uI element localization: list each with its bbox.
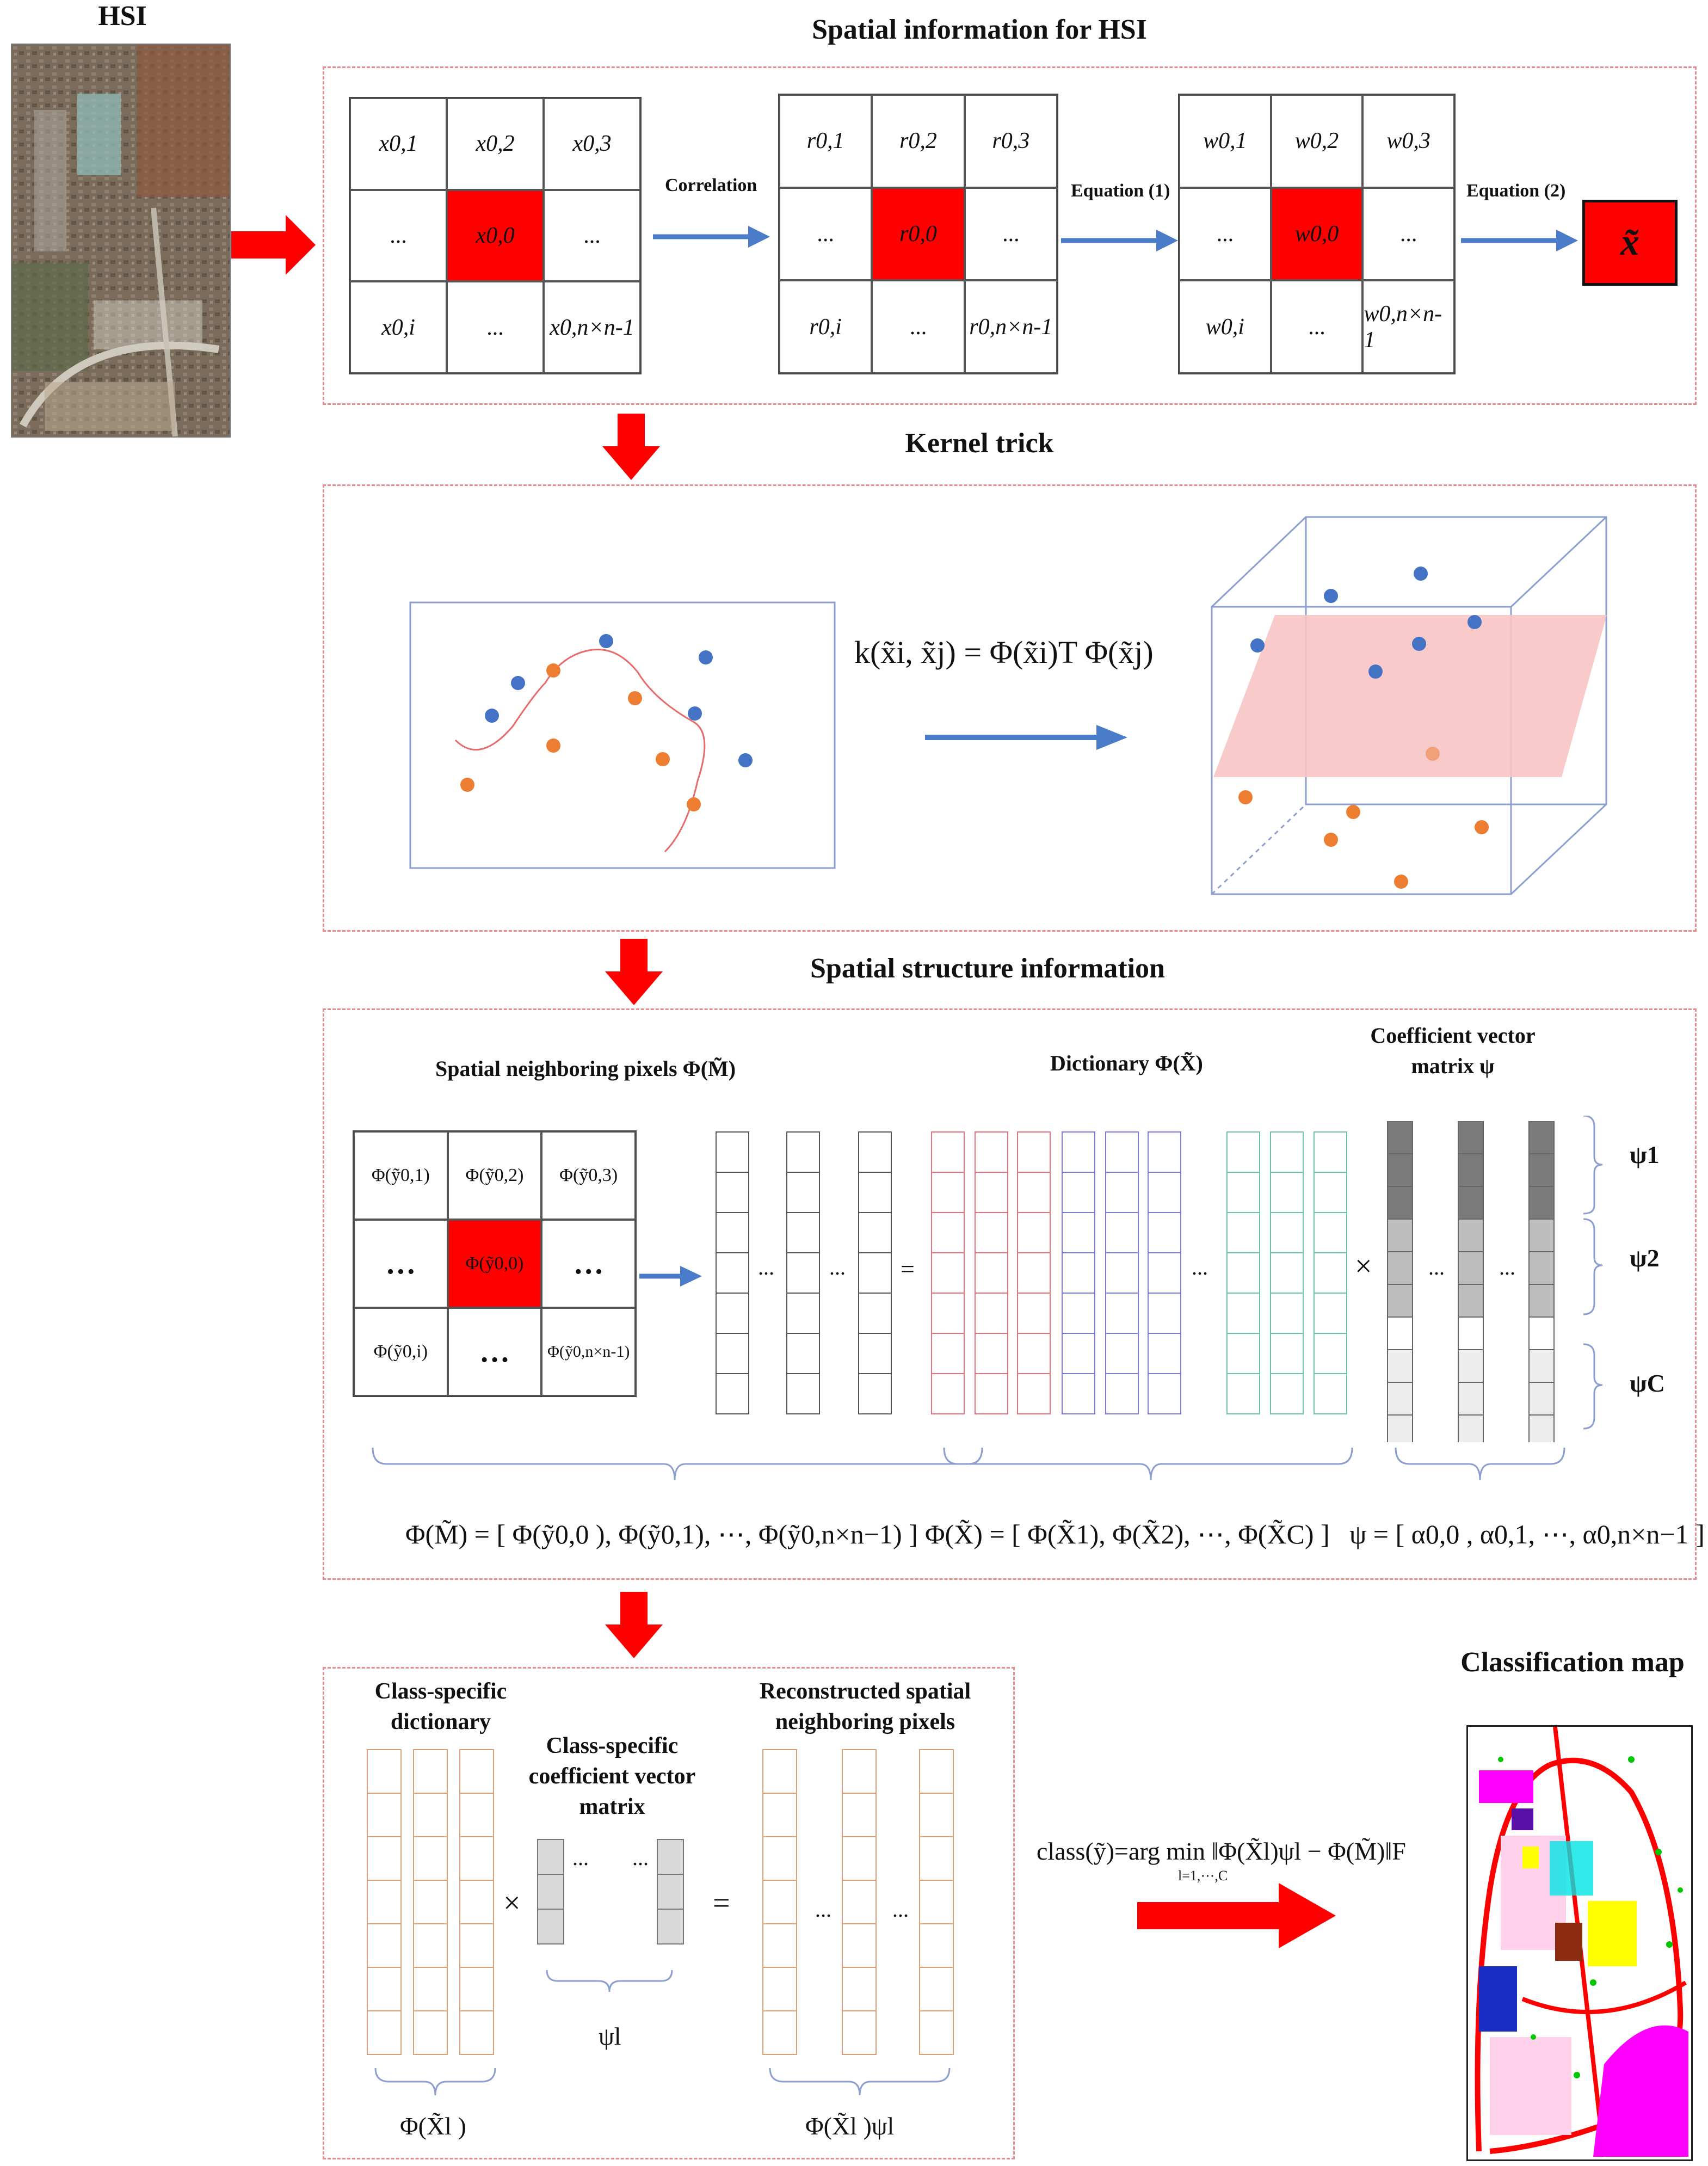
column-cell (1062, 1132, 1095, 1172)
column-cell (1458, 1121, 1483, 1154)
grid-phi (353, 1130, 637, 1397)
column-cell (787, 1333, 819, 1374)
feature-space-cube (1205, 512, 1616, 901)
dictionary-label: Dictionary Φ(X̃) (1050, 1051, 1203, 1075)
kernel-formula: k(x̃i, x̃j) = Φ(x̃i)T Φ(x̃j) (854, 635, 1154, 670)
hsi-to-panel-arrow (231, 215, 318, 275)
down-arrow-3 (604, 1592, 664, 1660)
column-cell (1314, 1333, 1347, 1374)
grid-x-cell: x0,1 (350, 98, 447, 190)
column-cell (932, 1293, 964, 1333)
column-cell (657, 1874, 683, 1909)
column-cell (1314, 1374, 1347, 1414)
ellipsis-4: ... (1428, 1255, 1445, 1279)
ellipsis-9: ... (892, 1897, 909, 1922)
column-cell (1458, 1317, 1483, 1350)
column-cell (932, 1213, 964, 1253)
column-cell (414, 1750, 447, 1793)
column-cell (859, 1132, 891, 1172)
column-cell (1458, 1252, 1483, 1284)
equation2-arrow (1461, 224, 1581, 257)
column-cell (1388, 1284, 1413, 1317)
coef-label (1336, 1020, 1570, 1081)
column-cell (1227, 1213, 1260, 1253)
column-cell (1314, 1253, 1347, 1293)
hsi-image (11, 44, 231, 438)
grid-x-cell: x0,i (350, 281, 447, 373)
grid-w-cell: w0,i (1179, 280, 1271, 373)
column-cell (1062, 1213, 1095, 1253)
column-cell (414, 1793, 447, 1837)
column-cell (1529, 1186, 1554, 1219)
grid-x (349, 97, 642, 374)
grid-phi-cell: Φ(ỹ0,i) (354, 1308, 448, 1396)
column-cell (763, 1837, 797, 1880)
column-cell (716, 1213, 749, 1253)
column-cell (1018, 1293, 1050, 1333)
column-cell (787, 1374, 819, 1414)
down-arrow-1 (601, 414, 661, 482)
column-cell (657, 1839, 683, 1874)
equals-sign: = (901, 1255, 915, 1283)
grid-w (1178, 94, 1456, 374)
equation1-arrow (1061, 224, 1181, 257)
column-cell (1227, 1333, 1260, 1374)
grid-x-cell: ... (447, 281, 544, 373)
grid-r-cell: r0,1 (779, 95, 872, 188)
column-cell (1018, 1213, 1050, 1253)
grid-w-cell: ... (1179, 188, 1271, 281)
ellipsis-7: ... (632, 1845, 649, 1870)
column-cell (1148, 1333, 1181, 1374)
column-cell (1018, 1374, 1050, 1414)
column-cell (932, 1132, 964, 1172)
column-cell (1529, 1284, 1554, 1317)
column-cell (460, 1837, 494, 1880)
column-cell (538, 1909, 564, 1944)
psi-braces (1581, 1116, 1613, 1442)
column-cell (1227, 1293, 1260, 1333)
section3-bottom-braces (370, 1448, 1583, 1491)
column-cell (975, 1213, 1008, 1253)
phi-arrow (639, 1263, 705, 1290)
class-dict-line1: Class-specific (374, 1679, 507, 1704)
psi2-label: ψ2 (1630, 1244, 1660, 1272)
result-x-box: x̃ (1582, 200, 1678, 286)
column-cell (1271, 1172, 1303, 1213)
grid-phi-cell: … (541, 1220, 636, 1308)
hsi-image-texture (12, 45, 230, 436)
grid-w-center: w0,0 (1271, 188, 1363, 281)
column-cell (763, 1793, 797, 1837)
ellipsis-1: ... (758, 1255, 774, 1279)
grid-w-cell: w0,3 (1362, 95, 1454, 188)
classification-map (1466, 1725, 1693, 2161)
hsi-label: HSI (98, 1, 147, 32)
equation1-label: Equation (1) (1071, 181, 1170, 201)
column-cell (975, 1293, 1008, 1333)
column-cell (1227, 1172, 1260, 1213)
column-cell (1106, 1213, 1138, 1253)
section2-title: Kernel trick (905, 428, 1054, 459)
ellipsis-2: ... (829, 1255, 846, 1279)
class-coef-line1: Class-specific (546, 1733, 679, 1758)
recon-line2: neighboring pixels (775, 1709, 955, 1734)
grid-phi-cell: … (448, 1308, 542, 1396)
ellipsis-6: ... (572, 1845, 589, 1870)
section4-braces (359, 1959, 985, 2101)
column-cell (657, 1909, 683, 1944)
column-cell (1271, 1132, 1303, 1172)
column-cell (787, 1213, 819, 1253)
column-cell (460, 1880, 494, 1924)
grid-w-cell: ... (1271, 280, 1363, 373)
grid-r-center: r0,0 (872, 188, 964, 281)
column-cell (859, 1293, 891, 1333)
column-cell (1018, 1132, 1050, 1172)
class-coef-columns (538, 1839, 683, 1944)
column-cell (1529, 1415, 1554, 1442)
section1-title: Spatial information for HSI (812, 14, 1147, 45)
column-cell (859, 1374, 891, 1414)
grid-phi-cell: Φ(ỹ0,1) (354, 1131, 448, 1220)
grid-x-cell: x0,n×n-1 (544, 281, 640, 373)
column-cell (1271, 1253, 1303, 1293)
grid-x-cell: x0,2 (447, 98, 544, 190)
column-cell (763, 1750, 797, 1793)
column-cell (1106, 1293, 1138, 1333)
coef-label-line1: Coefficient vector (1370, 1023, 1536, 1048)
column-cell (1062, 1293, 1095, 1333)
column-cell (1271, 1293, 1303, 1333)
recon-label (729, 1676, 1001, 1737)
argmin-subscript: l=1,⋯,C (1178, 1868, 1228, 1884)
column-cell (1018, 1253, 1050, 1293)
class-dict-line2: dictionary (390, 1709, 491, 1734)
column-cell (932, 1333, 964, 1374)
psi-l-label: ψl (599, 2022, 621, 2050)
column-cell (1388, 1219, 1413, 1252)
spatial-neighbor-label: Spatial neighboring pixels Φ(M̃) (435, 1056, 736, 1081)
column-cell (538, 1874, 564, 1909)
column-cell (538, 1839, 564, 1874)
column-cell (1227, 1374, 1260, 1414)
column-cell (787, 1172, 819, 1213)
column-cell (1388, 1121, 1413, 1154)
column-cell (932, 1172, 964, 1213)
section3-title: Spatial structure information (810, 953, 1165, 984)
column-cell (975, 1172, 1008, 1213)
column-cell (975, 1253, 1008, 1293)
column-cell (367, 1750, 401, 1793)
equation2-label: Equation (2) (1466, 181, 1566, 201)
column-cell (1388, 1252, 1413, 1284)
grid-w-cell: w0,2 (1271, 95, 1363, 188)
column-cell (1062, 1333, 1095, 1374)
grid-x-cell: x0,3 (544, 98, 640, 190)
ellipsis-8: ... (815, 1897, 831, 1922)
column-cell (1271, 1374, 1303, 1414)
coef-label-line2: matrix ψ (1411, 1054, 1495, 1078)
column-cell (1018, 1172, 1050, 1213)
column-cell (1529, 1219, 1554, 1252)
column-cell (1271, 1333, 1303, 1374)
eq-phi-m: Φ(M̃) = [ Φ(ỹ0,0 ), Φ(ỹ0,1), ⋯, Φ(ỹ0,n×n−1) ] (405, 1519, 918, 1549)
column-cell (975, 1374, 1008, 1414)
column-cell (367, 1837, 401, 1880)
column-cell (1314, 1172, 1347, 1213)
column-cell (414, 1880, 447, 1924)
column-cell (1227, 1132, 1260, 1172)
ellipsis-3: ... (1192, 1255, 1208, 1279)
column-cell (842, 1837, 876, 1880)
column-cell (1062, 1253, 1095, 1293)
column-cell (367, 1880, 401, 1924)
psi-columns (1388, 1121, 1554, 1442)
column-cell (920, 1793, 953, 1837)
column-cell (1148, 1293, 1181, 1333)
column-cell (1062, 1374, 1095, 1414)
column-cell (1062, 1172, 1095, 1213)
kernel-arrow (925, 718, 1132, 756)
times-sign-2: × (503, 1886, 521, 1920)
class-coef-line3: matrix (579, 1794, 645, 1819)
column-cell (1529, 1154, 1554, 1186)
class-coef-line2: coefficient vector (528, 1764, 696, 1789)
grid-r-cell: r0,2 (872, 95, 964, 188)
column-cell (787, 1253, 819, 1293)
column-cell (1148, 1132, 1181, 1172)
column-cell (1529, 1317, 1554, 1350)
column-cell (1148, 1213, 1181, 1253)
phi-xl-psi-label: Φ(X̃l )ψl (805, 2112, 895, 2140)
correlation-label: Correlation (665, 175, 757, 195)
equals-sign-2: = (713, 1886, 730, 1920)
column-cell (460, 1793, 494, 1837)
column-cell (414, 1837, 447, 1880)
column-cell (1388, 1350, 1413, 1382)
column-cell (1458, 1284, 1483, 1317)
column-cell (1529, 1121, 1554, 1154)
column-cell (859, 1253, 891, 1293)
column-cell (859, 1333, 891, 1374)
phi-xl-label: Φ(X̃l ) (400, 2112, 466, 2140)
column-cell (1458, 1415, 1483, 1442)
column-cell (1388, 1317, 1413, 1350)
column-cell (1106, 1333, 1138, 1374)
grid-phi-cell: … (354, 1220, 448, 1308)
grid-r-cell: r0,3 (965, 95, 1057, 188)
grid-r-cell: ... (872, 280, 964, 373)
grid-x-cell: ... (350, 190, 447, 282)
column-cell (1458, 1350, 1483, 1382)
column-cell (716, 1333, 749, 1374)
ellipsis-5: ... (1499, 1255, 1515, 1279)
column-cell (763, 1880, 797, 1924)
column-cell (920, 1880, 953, 1924)
eq-phi-x: Φ(X̃) = [ Φ(X̃1), Φ(X̃2), ⋯, Φ(X̃C) ] (925, 1519, 1330, 1549)
recon-line1: Reconstructed spatial (759, 1679, 971, 1704)
column-cell (1458, 1154, 1483, 1186)
column-cell (716, 1253, 749, 1293)
column-cell (1529, 1382, 1554, 1415)
column-cell (1458, 1382, 1483, 1415)
classification-map-title: Classification map (1460, 1647, 1685, 1678)
column-cell (1148, 1172, 1181, 1213)
grid-r-cell: ... (965, 188, 1057, 281)
psi1-label: ψ1 (1630, 1141, 1660, 1168)
m-columns (716, 1132, 891, 1414)
column-cell (932, 1374, 964, 1414)
grid-x-cell: ... (544, 190, 640, 282)
correlation-arrow (653, 220, 773, 253)
grid-phi-cell: Φ(ỹ0,n×n-1) (541, 1308, 636, 1396)
column-cell (1227, 1253, 1260, 1293)
input-space-plot (409, 601, 836, 871)
grid-r (778, 94, 1058, 374)
column-cell (1106, 1253, 1138, 1293)
column-cell (859, 1172, 891, 1213)
classification-arrow (1137, 1880, 1339, 1951)
classification-map-image (1468, 1727, 1691, 2159)
grid-phi-cell: Φ(ỹ0,3) (541, 1131, 636, 1220)
grid-phi-cell: Φ(ỹ0,2) (448, 1131, 542, 1220)
column-cell (1388, 1186, 1413, 1219)
grid-x-center: x0,0 (447, 190, 544, 282)
grid-w-cell: w0,1 (1179, 95, 1271, 188)
down-arrow-2 (604, 939, 664, 1007)
grid-w-cell: ... (1362, 188, 1454, 281)
column-cell (1388, 1415, 1413, 1442)
column-cell (460, 1750, 494, 1793)
grid-r-cell: r0,n×n-1 (965, 280, 1057, 373)
grid-r-cell: r0,i (779, 280, 872, 373)
class-formula: class(ỹ)=arg min ‖Φ(X̃l)ψl − Φ(M̃)‖F (1037, 1837, 1406, 1865)
column-cell (975, 1132, 1008, 1172)
column-cell (920, 1750, 953, 1793)
column-cell (716, 1172, 749, 1213)
grid-phi-center: Φ(ỹ0,0) (448, 1220, 542, 1308)
column-cell (859, 1213, 891, 1253)
column-cell (787, 1132, 819, 1172)
column-cell (716, 1374, 749, 1414)
column-cell (842, 1750, 876, 1793)
column-cell (787, 1293, 819, 1333)
column-cell (1388, 1154, 1413, 1186)
psiC-label: ψC (1630, 1369, 1665, 1397)
section3-columns (707, 1121, 1632, 1442)
eq-psi: ψ = [ α0,0 , α0,1, ⋯, α0,n×n−1 ] (1349, 1519, 1705, 1549)
column-cell (1018, 1333, 1050, 1374)
column-cell (1106, 1374, 1138, 1414)
column-cell (1148, 1374, 1181, 1414)
class-dict-label (337, 1676, 544, 1737)
column-cell (932, 1253, 964, 1293)
column-cell (975, 1333, 1008, 1374)
column-cell (1388, 1382, 1413, 1415)
column-cell (716, 1132, 749, 1172)
grid-w-cell: w0,n×n-1 (1362, 280, 1454, 373)
column-cell (1106, 1132, 1138, 1172)
column-cell (1529, 1252, 1554, 1284)
column-cell (1458, 1219, 1483, 1252)
column-cell (367, 1793, 401, 1837)
column-cell (1314, 1132, 1347, 1172)
column-cell (842, 1880, 876, 1924)
column-cell (1314, 1293, 1347, 1333)
column-cell (1271, 1213, 1303, 1253)
column-cell (1106, 1172, 1138, 1213)
column-cell (1314, 1213, 1347, 1253)
column-cell (1148, 1253, 1181, 1293)
grid-r-cell: ... (779, 188, 872, 281)
dictionary-columns (932, 1132, 1347, 1414)
times-sign: × (1355, 1250, 1372, 1283)
column-cell (920, 1837, 953, 1880)
column-cell (842, 1793, 876, 1837)
column-cell (1529, 1350, 1554, 1382)
column-cell (716, 1293, 749, 1333)
column-cell (1458, 1186, 1483, 1219)
